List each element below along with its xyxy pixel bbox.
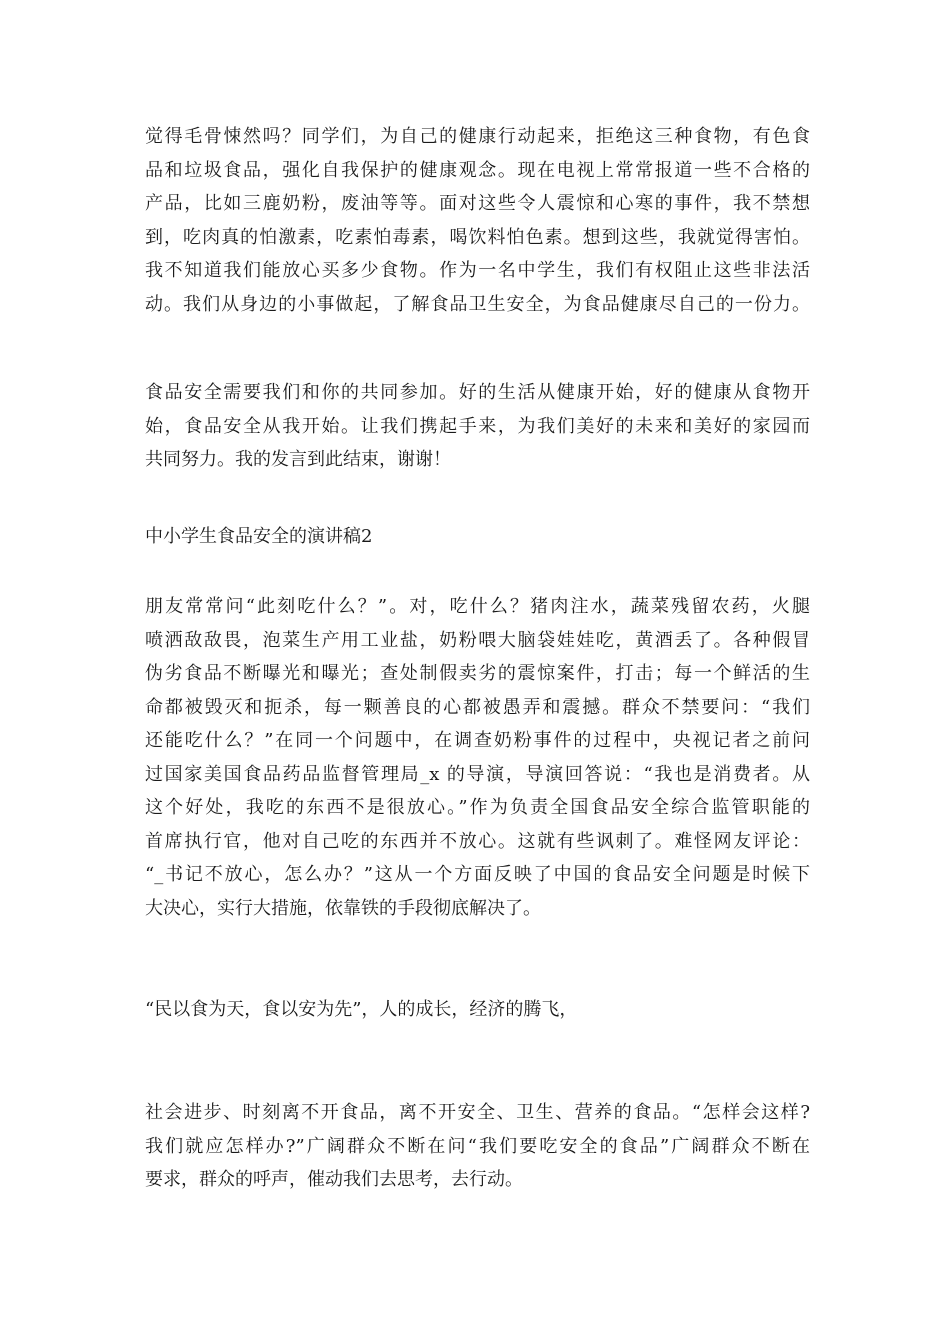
text-line: “_书记不放心，怎么办？”这从一个方面反映了中国的食品安全问题是时候下 xyxy=(145,864,810,885)
text-line: 共同努力。我的发言到此结束，谢谢！ xyxy=(145,449,451,470)
text-line: 到，吃肉真的怕激素，吃素怕毒素，喝饮料怕色素。想到这些，我就觉得害怕。 xyxy=(145,226,810,248)
text-line: 始，食品安全从我开始。让我们携起手来，为我们美好的未来和美好的家园而 xyxy=(145,415,810,437)
text-line: 大决心，实行大措施，依靠铁的手段彻底解决了。 xyxy=(145,897,541,919)
text-line: 社会进步、时刻离不开食品，离不开安全、卫生、营养的食品。“怎样会这样? xyxy=(145,1102,810,1123)
text-line: 朋友常常问“此刻吃什么？”。对，吃什么？猪肉注水，蔬菜残留农药，火腿 xyxy=(145,596,810,617)
text-line: 产品，比如三鹿奶粉，废油等等。面对这些令人震惊和心寒的事件，我不禁想 xyxy=(145,193,810,214)
text-line: 食品安全需要我们和你的共同参加。好的生活从健康开始，好的健康从食物开 xyxy=(145,382,810,403)
section-heading xyxy=(145,520,810,554)
text-line: 品和垃圾食品，强化自我保护的健康观念。现在电视上常常报道一些不合格的 xyxy=(145,159,810,181)
text-line: 喷洒敌敌畏，泡菜生产用工业盐，奶粉喂大脑袋娃娃吃，黄酒丢了。各种假冒 xyxy=(145,629,810,651)
paragraph-food-proverb xyxy=(145,993,810,1027)
text-line: 我们就应怎样办?”广阔群众不断在问“我们要吃安全的食品”广阔群众不断在 xyxy=(145,1135,810,1157)
paragraph-social-progress xyxy=(145,1096,810,1197)
text-line: 这个好处，我吃的东西不是很放心。”作为负责全国食品安全综合监管职能的 xyxy=(145,797,810,818)
text-line: 首席执行官，他对自己吃的东西并不放心。这就有些讽刺了。难怪网友评论： xyxy=(145,830,810,852)
text-line: “民以食为天，食以安为先”，人的成长，经济的腾飞， xyxy=(145,999,578,1020)
text-line: 过国家美国食品药品监督管理局_x 的导演，导演回答说：“我也是消费者。从 xyxy=(145,763,810,785)
text-line: 觉得毛骨悚然吗？同学们，为自己的健康行动起来，拒绝这三种食物，有色食 xyxy=(145,126,810,147)
text-line: 我不知道我们能放心买多少食物。作为一名中学生，我们有权阻止这些非法活 xyxy=(145,260,810,281)
paragraph-health-action xyxy=(145,120,810,321)
text-line: 动。我们从身边的小事做起，了解食品卫生安全，为食品健康尽自己的一份力。 xyxy=(145,293,810,315)
paragraph-what-to-eat xyxy=(145,590,810,925)
paragraph-closing-remarks xyxy=(145,376,810,477)
text-line: 还能吃什么？”在同一个问题中，在调查奶粉事件的过程中，央视记者之前问 xyxy=(145,730,810,751)
text-line: 要求，群众的呼声，催动我们去思考，去行动。 xyxy=(145,1169,523,1190)
heading-text: 中小学生食品安全的演讲稿2 xyxy=(145,526,373,547)
text-line: 伪劣食品不断曝光和曝光；查处制假卖劣的震惊案件，打击；每一个鲜活的生 xyxy=(145,663,810,684)
text-line: 命都被毁灭和扼杀，每一颗善良的心都被愚弄和震撼。群众不禁要问：“我们 xyxy=(145,696,810,718)
